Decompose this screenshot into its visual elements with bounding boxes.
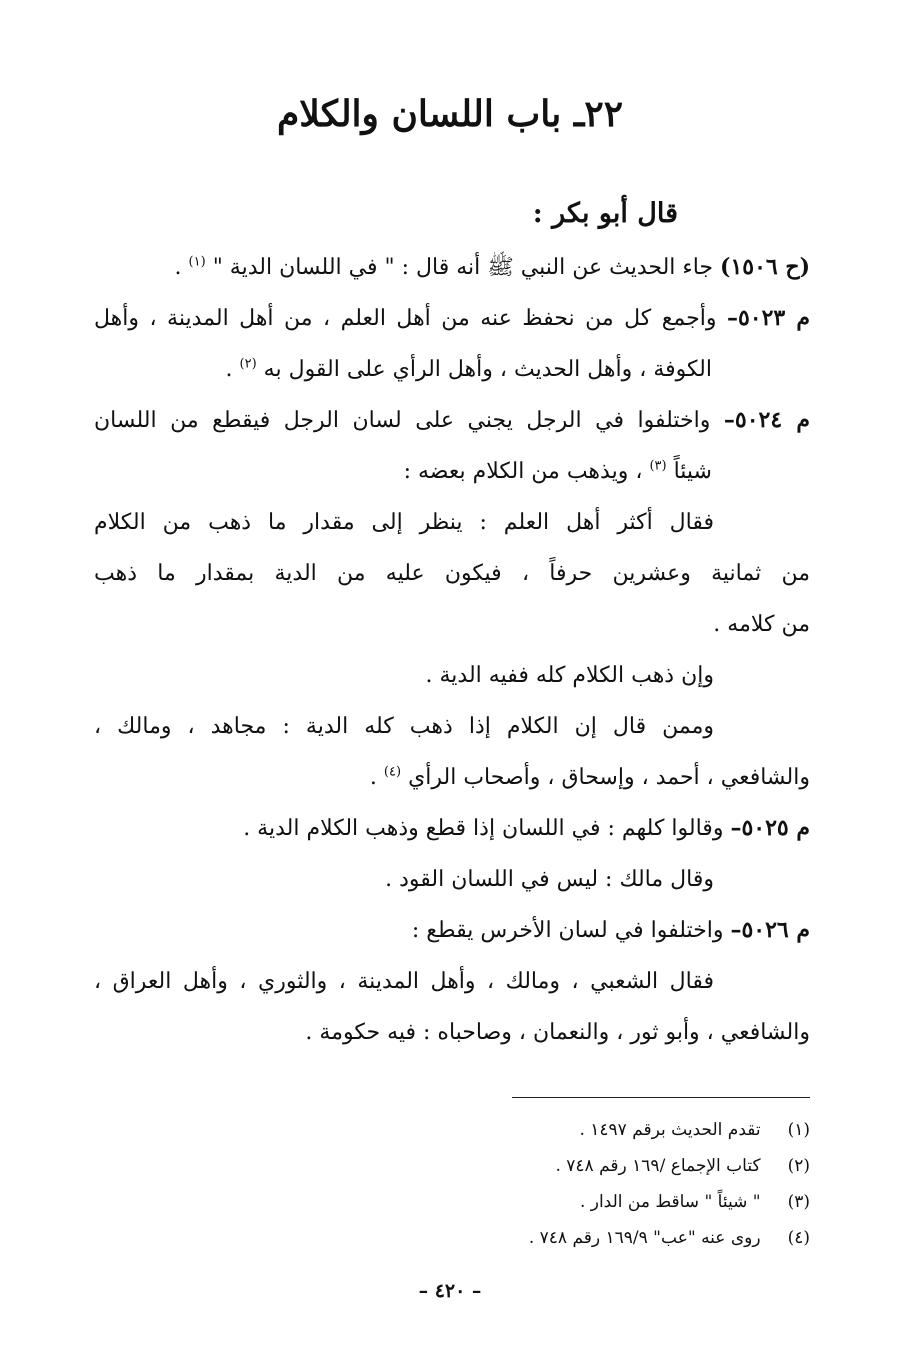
malik-text: وقال مالك : ليس في اللسان القود . (385, 867, 714, 892)
footnote-4 (94, 1220, 810, 1256)
majority-line-3 (94, 599, 810, 650)
m5026-line (94, 905, 810, 956)
who-said-line-2 (94, 752, 810, 803)
footnote-text: روى عنه "عب" ١٦٩/٩ رقم ٧٤٨ . (528, 1228, 761, 1248)
malik-line (94, 854, 810, 905)
footnote-3 (94, 1184, 810, 1220)
m5023-text-2: الكوفة ، وأهل الحديث ، وأهل الرأي على القول به (263, 357, 712, 382)
intro-heading: قال أبو بكر : (532, 198, 678, 229)
who-said-line-1 (94, 701, 810, 752)
m5025-text: وقالوا كلهم : في اللسان إذا قطع وذهب الكلام الدية . (243, 816, 724, 841)
footnote-marker-1: (١) (188, 254, 206, 270)
footnote-number: (٤) (787, 1228, 810, 1248)
m5023-end: . (225, 357, 233, 382)
majority-text-1: فقال أكثر أهل العلم : ينظر إلى مقدار ما ذهب من الكلام (94, 510, 714, 535)
m5023-text-1: وأجمع كل من نحفظ عنه من أهل العلم ، من أهل المدينة ، وأهل (94, 306, 717, 331)
m5023-line-1 (94, 293, 810, 344)
m5026-text: واختلفوا في لسان الأخرس يقطع : (411, 918, 724, 943)
who-said-text-1: وممن قال إن الكلام إذا ذهب كله الدية : مجاهد ، ومالك ، (94, 714, 714, 739)
m5024-text-2b: ، ويذهب من الكلام بعضه : (403, 459, 643, 484)
m5023-ref: م ٥٠٢٣– (726, 305, 810, 331)
m5024-ref: م ٥٠٢٤– (723, 407, 810, 433)
majority-line-1 (94, 497, 810, 548)
footnote-number: (٢) (787, 1156, 810, 1176)
who-said-end: . (369, 765, 377, 790)
footnote-text: كتاب الإجماع /١٦٩ رقم ٧٤٨ . (555, 1156, 761, 1176)
m5023-line-2 (94, 344, 810, 395)
footnote-number: (٣) (787, 1192, 810, 1212)
footnotes (94, 1112, 810, 1256)
shabi-text-1: فقال الشعبي ، ومالك ، وأهل المدينة ، والثوري ، وأهل العراق ، (94, 969, 714, 994)
m5024-text-1: واختلفوا في الرجل يجني على لسان الرجل فيقطع من اللسان (94, 408, 711, 433)
majority-text-2: من ثمانية وعشرين حرفاً ، فيكون عليه من الدية بمقدار ما ذهب (94, 561, 810, 586)
footnote-marker-4: (٤) (383, 764, 402, 780)
m5024-line-2 (94, 446, 810, 497)
m5026-ref: م ٥٠٢٦– (730, 917, 810, 943)
footnote-text: تقدم الحديث برقم ١٤٩٧ . (579, 1120, 761, 1140)
shabi-line-1 (94, 956, 810, 1007)
footnote-1 (94, 1112, 810, 1148)
shabi-text-2: والشافعي ، وأبو ثور ، والنعمان ، وصاحباه : فيه حكومة . (305, 1020, 810, 1045)
footnote-divider (512, 1097, 810, 1098)
m5024-text-2a: شيئاً (673, 459, 712, 484)
hadith-ref: (ح ١٥٠٦) (720, 254, 810, 280)
hadith-text: جاء الحديث عن النبي ﷺ أنه قال : " في اللسان الدية " (212, 255, 714, 280)
hadith-end: . (174, 255, 182, 280)
page-number: – ٤٢٠ – (418, 1280, 482, 1302)
footnote-marker-2: (٢) (239, 356, 257, 372)
shabi-line-2 (94, 1007, 810, 1058)
footnote-text: " شيئاً " ساقط من الدار . (579, 1192, 761, 1212)
all-speech-line (94, 650, 810, 701)
main-text (94, 242, 810, 1058)
m5025-ref: م ٥٠٢٥– (730, 815, 810, 841)
footnote-2 (94, 1148, 810, 1184)
majority-line-2 (94, 548, 810, 599)
footnote-number: (١) (787, 1120, 810, 1140)
m5024-line-1 (94, 395, 810, 446)
chapter-title: ٢٢ـ باب اللسان والكلام (276, 93, 624, 135)
footnote-marker-3: (٣) (649, 458, 667, 474)
hadith-line (94, 242, 810, 293)
all-speech-text: وإن ذهب الكلام كله ففيه الدية . (425, 663, 714, 688)
who-said-text-2: والشافعي ، أحمد ، وإسحاق ، وأصحاب الرأي (408, 765, 810, 790)
m5025-line (94, 803, 810, 854)
majority-text-3: من كلامه . (713, 612, 810, 637)
